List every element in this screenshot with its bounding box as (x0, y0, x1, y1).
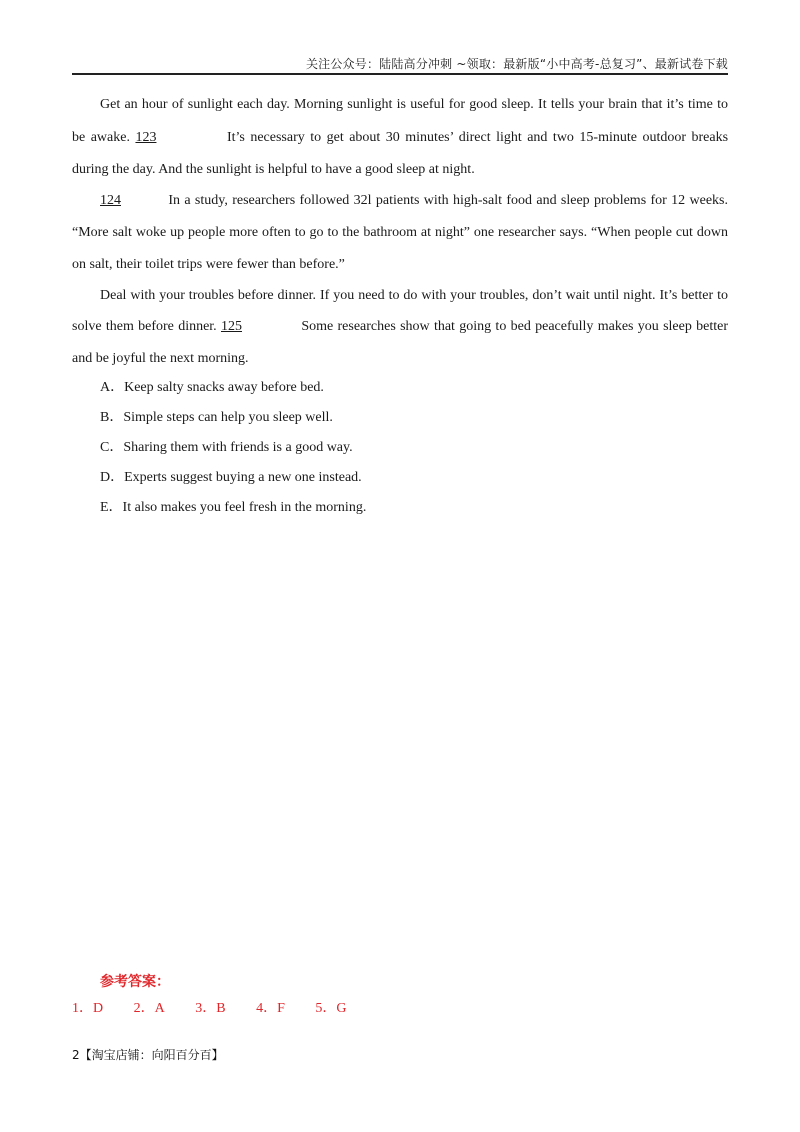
option-e: E．It also makes you feel fresh in the morning. (100, 500, 367, 515)
paragraph-3-line-3: and be joyful the next morning. (72, 351, 249, 366)
paragraph-1-line-2 (72, 128, 728, 148)
blank-125: 125 (221, 319, 242, 334)
paragraph-3-line-1: Deal with your troubles before dinner. If you need to do with your troubles, don’t wait until night. It’s better to (100, 288, 728, 303)
answer-item: 4．F (256, 1001, 285, 1016)
option-b: B．Simple steps can help you sleep well. (100, 410, 333, 425)
blank-124: 124 (100, 193, 121, 208)
answer-item: 2．A (133, 1001, 165, 1016)
text-segment: solve them before dinner. (72, 319, 217, 334)
answer-item: 3．B (195, 1001, 226, 1016)
paragraph-1-line-3: during the day. And the sunlight is helpful to have a good sleep at night. (72, 162, 475, 177)
paragraph-2-line-1 (100, 191, 728, 211)
text-segment: Some researches show that going to bed peacefully makes you sleep better (301, 319, 729, 334)
text-segment: In a study, researchers followed 32l patients with high-salt food and sleep problems for 12 weeks. (168, 193, 728, 208)
answer-item: 5．G (315, 1001, 347, 1016)
answer-key-list (72, 999, 374, 1019)
page-header: 关注公众号：陆陆高分冲刺 ~领取：最新版“小中高考-总复习”、最新试卷下载 (72, 56, 728, 75)
answer-key-title: 参考答案： (100, 974, 170, 990)
option-d: D．Experts suggest buying a new one instead. (100, 470, 362, 485)
option-a: A．Keep salty snacks away before bed. (100, 380, 324, 395)
paragraph-2-line-3: on salt, their toilet trips were fewer than before.” (72, 257, 345, 272)
option-c: C．Sharing them with friends is a good way. (100, 440, 353, 455)
text-segment: be awake. (72, 130, 130, 145)
answer-item: 1．D (72, 1001, 104, 1016)
page-footer: 2【淘宝店铺：向阳百分百】 (72, 1048, 224, 1062)
text-segment: It’s necessary to get about 30 minutes’ direct light and two 15-minute outdoor breaks (226, 130, 729, 145)
blank-123: 123 (135, 130, 157, 145)
paragraph-1-line-1: Get an hour of sunlight each day. Morning sunlight is useful for good sleep. It tells your brain that it’s time to (100, 97, 728, 112)
paragraph-2-line-2: “More salt woke up people more often to go to the bathroom at night” one researcher says. “When people cut down (72, 225, 728, 240)
paragraph-3-line-2 (72, 317, 728, 337)
